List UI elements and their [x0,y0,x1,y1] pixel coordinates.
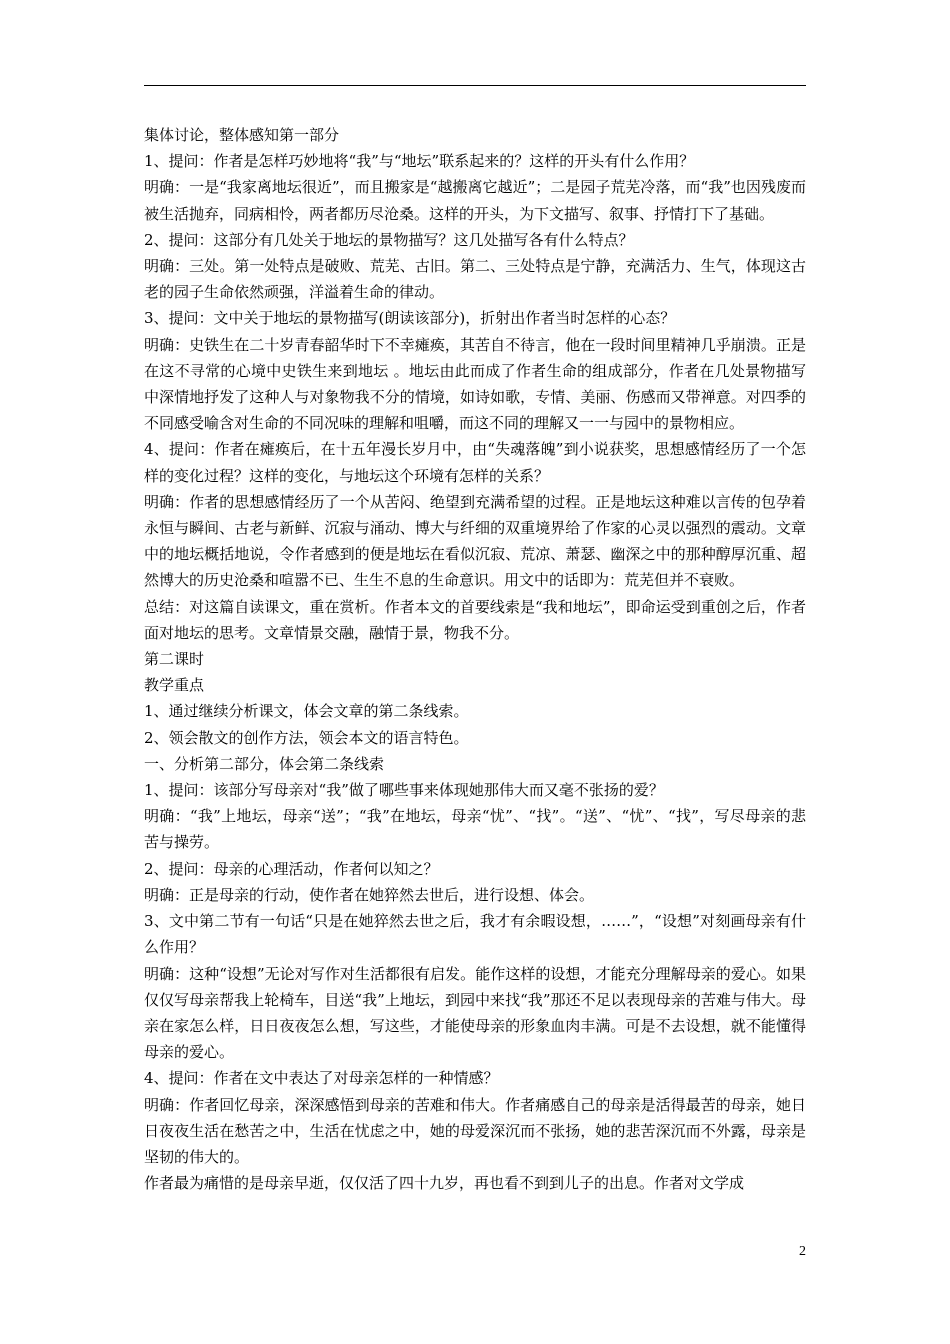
answer-paragraph: 明确：“我”上地坛，母亲“送”；“我”在地坛，母亲“忧”、“找”。“送”、“忧”、“找”，写尽母亲的悲苦与操劳。 [144,807,806,852]
section-heading: 集体讨论，整体感知第一部分 [144,126,340,144]
document-body [144,122,806,1196]
question-paragraph: 4、提问：作者在瘫痪后，在十五年漫长岁月中，由“失魂落魄”到小说获奖，思想感情经历了一个怎样的变化过程？这样的变化，与地坛这个环境有怎样的关系？ [144,440,806,485]
lesson-heading: 第二课时 [144,650,205,669]
answer-paragraph: 明确：作者的思想感情经历了一个从苦闷、绝望到充满希望的过程。正是地坛这种难以言传的包孕着永恒与瞬间、古老与新鲜、沉寂与涌动、博大与纤细的双重境界给了作家的心灵以强烈的震动。文章中的地坛概括地说，令作者感到的便是地坛在看似沉寂、荒凉、萧瑟、幽深之中的那种醇厚沉重、超然博大的历史沧桑和喧嚣不已、生生不息的生命意识。用文中的话即为：荒芜但并不衰败。 [144,492,806,590]
body-paragraph: 作者最为痛惜的是母亲早逝，仅仅活了四十九岁，再也看不到到儿子的出息。作者对文学成 [144,1174,745,1193]
summary-paragraph: 总结：对这篇自读课文，重在赏析。作者本文的首要线索是“我和地坛”，即命运受到重创之后，作者面对地坛的思考。文章情景交融，融情于景，物我不分。 [144,597,806,642]
question-paragraph: 2、提问：母亲的心理活动，作者何以知之？ [144,859,439,878]
question-paragraph: 4、提问：作者在文中表达了对母亲怎样的一种情感？ [144,1069,499,1088]
section-heading: 教学重点 [144,676,205,695]
answer-paragraph: 明确：作者回忆母亲，深深感悟到母亲的苦难和伟大。作者痛感自己的母亲是活得最苦的母亲，她日日夜夜生活在愁苦之中，生活在忧虑之中，她的母爱深沉而不张扬，她的悲苦深沉而不外露，母亲是坚韧的伟大的。 [144,1095,806,1166]
header-rule [144,85,806,86]
question-paragraph: 3、文中第二节有一句话“只是在她猝然去世之后，我才有余暇设想，……”，“设想”对刻画母亲有什么作用？ [144,912,806,957]
question-paragraph: 3、提问：文中关于地坛的景物描写(朗读该部分)，折射出作者当时怎样的心态？ [144,309,676,328]
answer-paragraph: 明确：一是“我家离地坛很近”，而且搬家是“越搬离它越近”；二是园子荒芜冷落，而“我”也因残废而被生活抛弃，同病相怜，两者都历尽沧桑。这样的开头，为下文描写、叙事、抒情打下了基础。 [144,178,806,223]
page-number: 2 [799,1244,806,1259]
list-item: 2、领会散文的创作方法，领会本文的语言特色。 [144,728,469,747]
section-heading: 一、分析第二部分，体会第二条线索 [144,754,385,773]
answer-paragraph: 明确：这种“设想”无论对写作对生活都很有启发。能作这样的设想，才能充分理解母亲的爱心。如果仅仅写母亲帮我上轮椅车，目送“我”上地坛，到园中来找“我”那还不足以表现母亲的苦难与伟大。母亲在家怎么样，日日夜夜怎么想，写这些，才能使母亲的形象血肉丰满。可是不去设想，就不能懂得母亲的爱心。 [144,964,806,1062]
list-item: 1、通过继续分析课文，体会文章的第二条线索。 [144,702,469,721]
answer-paragraph: 明确：史铁生在二十岁青春韶华时下不幸瘫痪，其苦自不待言，他在一段时间里精神几乎崩溃。正是在这不寻常的心境中史铁生来到地坛 。地坛由此而成了作者生命的组成部分，作者在几处景物描写中深情地抒发了这种人与对象物我不分的情境，如诗如歌，专情、美丽、伤感而又带禅意。对四季的不同感受喻含对生命的不同况味的理解和咀嚼，而这不同的理解又一一与园中的景物相应。 [144,335,806,433]
answer-paragraph: 明确：三处。第一处特点是破败、荒芜、古旧。第二、三处特点是宁静，充满活力、生气，体现这古老的园子生命依然顽强，洋溢着生命的律动。 [144,257,806,302]
answer-paragraph: 明确：正是母亲的行动，使作者在她猝然去世后，进行设想、体会。 [144,885,595,904]
question-paragraph: 1、提问：作者是怎样巧妙地将“我”与“地坛”联系起来的？这样的开头有什么作用？ [144,152,695,171]
question-paragraph: 2、提问：这部分有几处关于地坛的景物描写？这几处描写各有什么特点？ [144,230,634,249]
question-paragraph: 1、提问：该部分写母亲对“我”做了哪些事来体现她那伟大而又毫不张扬的爱？ [144,781,664,800]
